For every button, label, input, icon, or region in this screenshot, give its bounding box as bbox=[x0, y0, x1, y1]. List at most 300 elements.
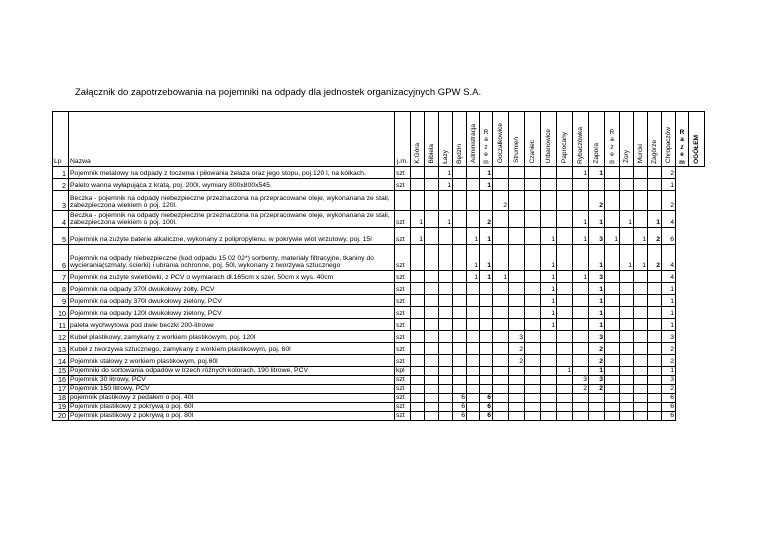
grand-total-cell: 6 bbox=[662, 412, 676, 421]
quantity-cell bbox=[439, 367, 453, 376]
quantity-cell bbox=[557, 355, 573, 367]
item-name: Pojemnik 30 litrowy, PCV bbox=[69, 376, 395, 385]
row-number: 18 bbox=[53, 394, 69, 403]
quantity-cell: 6 bbox=[453, 394, 467, 403]
quantity-cell bbox=[525, 295, 541, 307]
quantity-cell bbox=[620, 412, 634, 421]
quantity-cell bbox=[411, 343, 425, 355]
quantity-cell bbox=[439, 245, 453, 271]
item-name: Kubeł plastikowy, zamykany z workiem plastikowym, poj. 120l bbox=[69, 331, 395, 343]
subtotal-cell: 1 bbox=[648, 211, 662, 228]
quantity-cell bbox=[620, 367, 634, 376]
grand-total-cell: 2 bbox=[662, 385, 676, 394]
quantity-cell bbox=[509, 211, 525, 228]
quantity-cell bbox=[634, 343, 648, 355]
item-name: Pojemnik na odpady 120l dwukołowy zielony, PCV bbox=[69, 307, 395, 319]
quantity-cell bbox=[605, 245, 620, 271]
subtotal-cell: 1 bbox=[480, 167, 493, 179]
header-razem: R a z e m bbox=[676, 112, 689, 167]
quantity-cell bbox=[557, 245, 573, 271]
quantity-cell: 2 bbox=[509, 355, 525, 367]
quantity-cell bbox=[634, 307, 648, 319]
quantity-cell bbox=[605, 211, 620, 228]
quantity-cell bbox=[557, 211, 573, 228]
quantity-cell bbox=[425, 211, 439, 228]
quantity-cell bbox=[557, 307, 573, 319]
grand-total-cell: 6 bbox=[662, 228, 676, 245]
quantity-cell: 1 bbox=[439, 167, 453, 179]
quantity-cell bbox=[634, 211, 648, 228]
table-row bbox=[53, 403, 705, 412]
item-unit: kpl bbox=[395, 367, 411, 376]
quantity-cell bbox=[509, 228, 525, 245]
quantity-cell bbox=[573, 412, 589, 421]
quantity-cell bbox=[467, 295, 480, 307]
quantity-cell bbox=[509, 367, 525, 376]
quantity-cell bbox=[605, 167, 620, 179]
quantity-cell bbox=[605, 295, 620, 307]
table-row bbox=[53, 412, 705, 421]
subtotal-cell: 1 bbox=[480, 271, 493, 283]
row-number: 3 bbox=[53, 191, 69, 211]
subtotal-cell bbox=[480, 331, 493, 343]
quantity-cell bbox=[525, 331, 541, 343]
subtotal-cell bbox=[589, 394, 605, 403]
quantity-cell bbox=[493, 295, 509, 307]
quantity-cell: 1 bbox=[557, 367, 573, 376]
quantity-cell bbox=[634, 295, 648, 307]
subtotal-cell bbox=[648, 307, 662, 319]
quantity-cell bbox=[509, 295, 525, 307]
quantity-cell bbox=[467, 307, 480, 319]
quantity-cell: 1 bbox=[541, 295, 557, 307]
subtotal-cell: 1 bbox=[480, 245, 493, 271]
quantity-cell bbox=[453, 179, 467, 191]
quantity-cell bbox=[541, 355, 557, 367]
item-name: Pojemnik plastikowy z pokrywą o poj. 80l bbox=[69, 412, 395, 421]
quantity-cell bbox=[634, 394, 648, 403]
quantity-cell: 1 bbox=[541, 319, 557, 331]
table-row bbox=[53, 295, 705, 307]
header-col: Urbanowice bbox=[541, 112, 557, 167]
quantity-cell bbox=[411, 367, 425, 376]
quantity-cell bbox=[425, 228, 439, 245]
quantity-cell: 1 bbox=[411, 211, 425, 228]
quantity-cell: 1 bbox=[605, 228, 620, 245]
quantity-cell bbox=[425, 394, 439, 403]
quantity-cell bbox=[453, 271, 467, 283]
subtotal-cell bbox=[589, 412, 605, 421]
quantity-cell bbox=[493, 403, 509, 412]
quantity-cell: 1 bbox=[439, 211, 453, 228]
header-col: Chropaczów bbox=[662, 112, 676, 167]
quantity-cell bbox=[493, 283, 509, 295]
header-col: Zagórze bbox=[648, 112, 662, 167]
item-unit: szt bbox=[395, 211, 411, 228]
quantity-cell bbox=[525, 385, 541, 394]
header-col: Bibiela bbox=[425, 112, 439, 167]
quantity-cell: 1 bbox=[541, 228, 557, 245]
subtotal-cell: 1 bbox=[480, 228, 493, 245]
quantity-cell bbox=[467, 403, 480, 412]
quantity-cell bbox=[541, 385, 557, 394]
subtotal-cell bbox=[648, 295, 662, 307]
quantity-cell bbox=[634, 319, 648, 331]
quantity-cell bbox=[467, 376, 480, 385]
table-body bbox=[53, 167, 705, 421]
quantity-cell bbox=[634, 385, 648, 394]
item-unit bbox=[395, 191, 411, 211]
quantity-cell bbox=[509, 245, 525, 271]
row-number: 20 bbox=[53, 412, 69, 421]
quantity-cell bbox=[573, 403, 589, 412]
quantity-cell bbox=[525, 355, 541, 367]
quantity-cell bbox=[605, 367, 620, 376]
subtotal-cell: 2 bbox=[589, 191, 605, 211]
quantity-cell bbox=[557, 271, 573, 283]
row-number: 17 bbox=[53, 385, 69, 394]
quantity-cell bbox=[573, 295, 589, 307]
grand-total-cell: 2 bbox=[662, 167, 676, 179]
quantity-cell bbox=[439, 283, 453, 295]
header-col: Zapora bbox=[589, 112, 605, 167]
subtotal-cell: 2 bbox=[589, 385, 605, 394]
quantity-cell bbox=[453, 191, 467, 211]
quantity-cell bbox=[411, 355, 425, 367]
table-row bbox=[53, 283, 705, 295]
quantity-cell bbox=[620, 331, 634, 343]
quantity-cell bbox=[634, 331, 648, 343]
quantity-cell bbox=[425, 403, 439, 412]
quantity-cell bbox=[620, 376, 634, 385]
grand-total-cell: 1 bbox=[662, 367, 676, 376]
quantity-cell bbox=[525, 343, 541, 355]
subtotal-cell: 3 bbox=[589, 376, 605, 385]
quantity-cell bbox=[634, 412, 648, 421]
item-unit: szt bbox=[395, 271, 411, 283]
item-name: Pojemnik metalowy na odpady z toczenia i piłowania żelaza oraz jego stopu, poj.120 l, na kółkach. bbox=[69, 167, 395, 179]
quantity-cell bbox=[439, 271, 453, 283]
quantity-cell bbox=[411, 295, 425, 307]
table-row bbox=[53, 228, 705, 245]
quantity-cell: 1 bbox=[467, 271, 480, 283]
grand-total-cell: 4 bbox=[662, 271, 676, 283]
quantity-cell bbox=[453, 211, 467, 228]
quantity-cell bbox=[541, 331, 557, 343]
quantity-cell: 1 bbox=[541, 245, 557, 271]
quantity-cell bbox=[605, 319, 620, 331]
quantity-cell: 1 bbox=[573, 211, 589, 228]
quantity-cell bbox=[509, 385, 525, 394]
quantity-cell bbox=[493, 355, 509, 367]
quantity-cell bbox=[605, 179, 620, 191]
grand-total-cell: 2 bbox=[662, 343, 676, 355]
quantity-cell: 1 bbox=[439, 179, 453, 191]
item-name: paleta wychwytowa pod dwie beczki 200-litrowe bbox=[69, 319, 395, 331]
quantity-cell: 1 bbox=[541, 307, 557, 319]
item-name: Pojemnik na odpady 370l dwukołowy zielony, PCV bbox=[69, 295, 395, 307]
quantity-cell bbox=[557, 331, 573, 343]
quantity-cell bbox=[605, 283, 620, 295]
quantity-cell bbox=[493, 245, 509, 271]
quantity-cell bbox=[425, 179, 439, 191]
quantity-cell: 6 bbox=[453, 412, 467, 421]
subtotal-cell bbox=[648, 367, 662, 376]
document-title: Załącznik do zapotrzebowania na pojemniki na odpady dla jednostek organizacyjnych GPW S.A. bbox=[75, 87, 482, 98]
table-row bbox=[53, 179, 705, 191]
quantity-cell bbox=[509, 191, 525, 211]
quantity-cell bbox=[467, 394, 480, 403]
item-unit: szt bbox=[395, 283, 411, 295]
header-col: Goczałkowice bbox=[493, 112, 509, 167]
subtotal-cell bbox=[480, 283, 493, 295]
grand-total-cell: 6 bbox=[662, 403, 676, 412]
quantity-cell bbox=[493, 367, 509, 376]
subtotal-cell: 3 bbox=[589, 271, 605, 283]
quantity-cell bbox=[467, 343, 480, 355]
grand-total-cell: 1 bbox=[662, 319, 676, 331]
quantity-cell bbox=[620, 343, 634, 355]
quantity-cell bbox=[620, 283, 634, 295]
quantity-cell bbox=[557, 394, 573, 403]
grand-total-cell: 2 bbox=[662, 355, 676, 367]
quantity-cell bbox=[557, 228, 573, 245]
subtotal-cell bbox=[480, 295, 493, 307]
grand-total-cell: 4 bbox=[662, 245, 676, 271]
quantity-cell bbox=[425, 167, 439, 179]
subtotal-cell bbox=[648, 403, 662, 412]
row-number: 11 bbox=[53, 319, 69, 331]
quantity-cell bbox=[620, 385, 634, 394]
quantity-cell bbox=[525, 319, 541, 331]
row-number: 1 bbox=[53, 167, 69, 179]
quantity-cell bbox=[557, 179, 573, 191]
quantity-cell bbox=[634, 179, 648, 191]
row-number: 2 bbox=[53, 179, 69, 191]
header-total: OGÓŁEM bbox=[689, 112, 705, 167]
item-unit: szt bbox=[395, 343, 411, 355]
subtotal-cell bbox=[648, 319, 662, 331]
quantity-cell: 1 bbox=[634, 228, 648, 245]
quantity-cell bbox=[509, 271, 525, 283]
subtotal-cell bbox=[648, 179, 662, 191]
quantity-cell bbox=[525, 228, 541, 245]
item-name: Paleto wanna wyłapująca z kratą, poj. 200l, wymiary 800x800x545. bbox=[69, 179, 395, 191]
row-number: 15 bbox=[53, 367, 69, 376]
subtotal-cell: 1 bbox=[589, 295, 605, 307]
quantity-cell bbox=[439, 228, 453, 245]
subtotal-cell: 3 bbox=[589, 331, 605, 343]
quantity-cell bbox=[411, 385, 425, 394]
quantity-cell bbox=[439, 191, 453, 211]
quantity-cell bbox=[425, 385, 439, 394]
item-name: Pojemnik na odpady 370l dwukołowy żółty, PCV bbox=[69, 283, 395, 295]
table-row bbox=[53, 331, 705, 343]
quantity-cell bbox=[493, 211, 509, 228]
quantity-cell bbox=[453, 367, 467, 376]
header-razem: R a z e m bbox=[480, 112, 493, 167]
quantity-cell bbox=[439, 412, 453, 421]
item-name: Pojemnik 150 litrowy, PCV bbox=[69, 385, 395, 394]
quantity-cell bbox=[557, 385, 573, 394]
item-unit: szt bbox=[395, 295, 411, 307]
header-col: Paprocany bbox=[557, 112, 573, 167]
quantity-cell bbox=[525, 403, 541, 412]
quantity-cell bbox=[605, 355, 620, 367]
subtotal-cell bbox=[480, 319, 493, 331]
table-row bbox=[53, 376, 705, 385]
quantity-cell bbox=[525, 167, 541, 179]
subtotal-cell: 1 bbox=[589, 211, 605, 228]
subtotal-cell: 2 bbox=[648, 245, 662, 271]
table-row bbox=[53, 367, 705, 376]
quantity-cell bbox=[620, 394, 634, 403]
requirements-table bbox=[52, 111, 705, 421]
header-col: K.Góra bbox=[411, 112, 425, 167]
quantity-cell bbox=[425, 376, 439, 385]
quantity-cell bbox=[411, 331, 425, 343]
row-number: 13 bbox=[53, 343, 69, 355]
quantity-cell bbox=[525, 191, 541, 211]
item-name: Pojemnik plastikowy z pokrywą o poj. 60l bbox=[69, 403, 395, 412]
quantity-cell bbox=[557, 283, 573, 295]
quantity-cell bbox=[411, 271, 425, 283]
grand-total-cell: 6 bbox=[662, 394, 676, 403]
quantity-cell bbox=[493, 179, 509, 191]
quantity-cell bbox=[620, 295, 634, 307]
quantity-cell bbox=[634, 403, 648, 412]
quantity-cell bbox=[425, 343, 439, 355]
quantity-cell bbox=[509, 376, 525, 385]
quantity-cell bbox=[425, 367, 439, 376]
subtotal-cell: 1 bbox=[480, 179, 493, 191]
header-row bbox=[53, 112, 705, 167]
quantity-cell bbox=[525, 307, 541, 319]
quantity-cell bbox=[557, 167, 573, 179]
quantity-cell bbox=[525, 271, 541, 283]
quantity-cell bbox=[541, 412, 557, 421]
quantity-cell bbox=[634, 191, 648, 211]
quantity-cell: 3 bbox=[573, 376, 589, 385]
quantity-cell bbox=[620, 179, 634, 191]
quantity-cell bbox=[525, 412, 541, 421]
quantity-cell bbox=[411, 179, 425, 191]
quantity-cell bbox=[493, 319, 509, 331]
subtotal-cell bbox=[589, 179, 605, 191]
header-razem: R a z e m bbox=[605, 112, 620, 167]
subtotal-cell bbox=[480, 191, 493, 211]
quantity-cell bbox=[425, 191, 439, 211]
quantity-cell bbox=[541, 367, 557, 376]
quantity-cell bbox=[425, 307, 439, 319]
quantity-cell bbox=[541, 167, 557, 179]
quantity-cell bbox=[411, 319, 425, 331]
quantity-cell bbox=[509, 179, 525, 191]
item-unit: szt bbox=[395, 307, 411, 319]
quantity-cell bbox=[509, 394, 525, 403]
quantity-cell bbox=[541, 211, 557, 228]
quantity-cell bbox=[439, 295, 453, 307]
grand-total-cell: 2 bbox=[662, 191, 676, 211]
quantity-cell bbox=[411, 245, 425, 271]
quantity-cell bbox=[493, 412, 509, 421]
quantity-cell: 1 bbox=[467, 245, 480, 271]
quantity-cell: 1 bbox=[573, 167, 589, 179]
quantity-cell bbox=[620, 319, 634, 331]
quantity-cell bbox=[439, 319, 453, 331]
subtotal-cell bbox=[480, 307, 493, 319]
item-unit: szt bbox=[395, 319, 411, 331]
quantity-cell bbox=[620, 228, 634, 245]
item-unit: szt bbox=[395, 228, 411, 245]
header-col: Strumień bbox=[509, 112, 525, 167]
quantity-cell bbox=[573, 245, 589, 271]
quantity-cell bbox=[439, 376, 453, 385]
quantity-cell bbox=[605, 343, 620, 355]
quantity-cell bbox=[411, 412, 425, 421]
row-number: 9 bbox=[53, 295, 69, 307]
item-name: Pojemnik stalowy z workiem plastikowym, poj.60l bbox=[69, 355, 395, 367]
subtotal-cell: 6 bbox=[480, 394, 493, 403]
quantity-cell bbox=[525, 179, 541, 191]
quantity-cell bbox=[634, 355, 648, 367]
quantity-cell bbox=[439, 394, 453, 403]
quantity-cell bbox=[605, 394, 620, 403]
quantity-cell bbox=[634, 367, 648, 376]
quantity-cell bbox=[557, 295, 573, 307]
quantity-cell: 1 bbox=[411, 228, 425, 245]
quantity-cell: 1 bbox=[493, 271, 509, 283]
quantity-cell bbox=[425, 331, 439, 343]
subtotal-cell bbox=[480, 385, 493, 394]
subtotal-cell: 1 bbox=[589, 307, 605, 319]
quantity-cell bbox=[453, 283, 467, 295]
quantity-cell bbox=[634, 271, 648, 283]
row-number: 8 bbox=[53, 283, 69, 295]
quantity-cell: 1 bbox=[573, 271, 589, 283]
quantity-cell bbox=[467, 167, 480, 179]
quantity-cell bbox=[439, 331, 453, 343]
subtotal-cell bbox=[589, 403, 605, 412]
subtotal-cell bbox=[648, 394, 662, 403]
quantity-cell bbox=[541, 394, 557, 403]
quantity-cell bbox=[411, 191, 425, 211]
quantity-cell bbox=[439, 343, 453, 355]
item-unit: szt bbox=[395, 403, 411, 412]
quantity-cell bbox=[541, 179, 557, 191]
quantity-cell bbox=[453, 319, 467, 331]
grand-total-cell: 3 bbox=[662, 331, 676, 343]
quantity-cell bbox=[411, 283, 425, 295]
quantity-cell bbox=[411, 403, 425, 412]
subtotal-cell: 1 bbox=[589, 319, 605, 331]
quantity-cell bbox=[509, 403, 525, 412]
quantity-cell bbox=[411, 376, 425, 385]
header-col: Będzin bbox=[453, 112, 467, 167]
table-row bbox=[53, 355, 705, 367]
item-name: Beczka - pojemnik na odpady niebezpieczne przeznaczona na przepracowane oleje, wykonanana ze stali, zabezpieczona wiekiem o poj. 120l. bbox=[69, 191, 395, 211]
quantity-cell bbox=[493, 228, 509, 245]
quantity-cell bbox=[620, 307, 634, 319]
quantity-cell bbox=[620, 191, 634, 211]
quantity-cell bbox=[573, 394, 589, 403]
item-unit: szt bbox=[395, 179, 411, 191]
row-number: 14 bbox=[53, 355, 69, 367]
quantity-cell bbox=[411, 167, 425, 179]
header-lp: Lp bbox=[53, 112, 69, 167]
subtotal-cell: 2 bbox=[589, 355, 605, 367]
item-unit: szt bbox=[395, 331, 411, 343]
